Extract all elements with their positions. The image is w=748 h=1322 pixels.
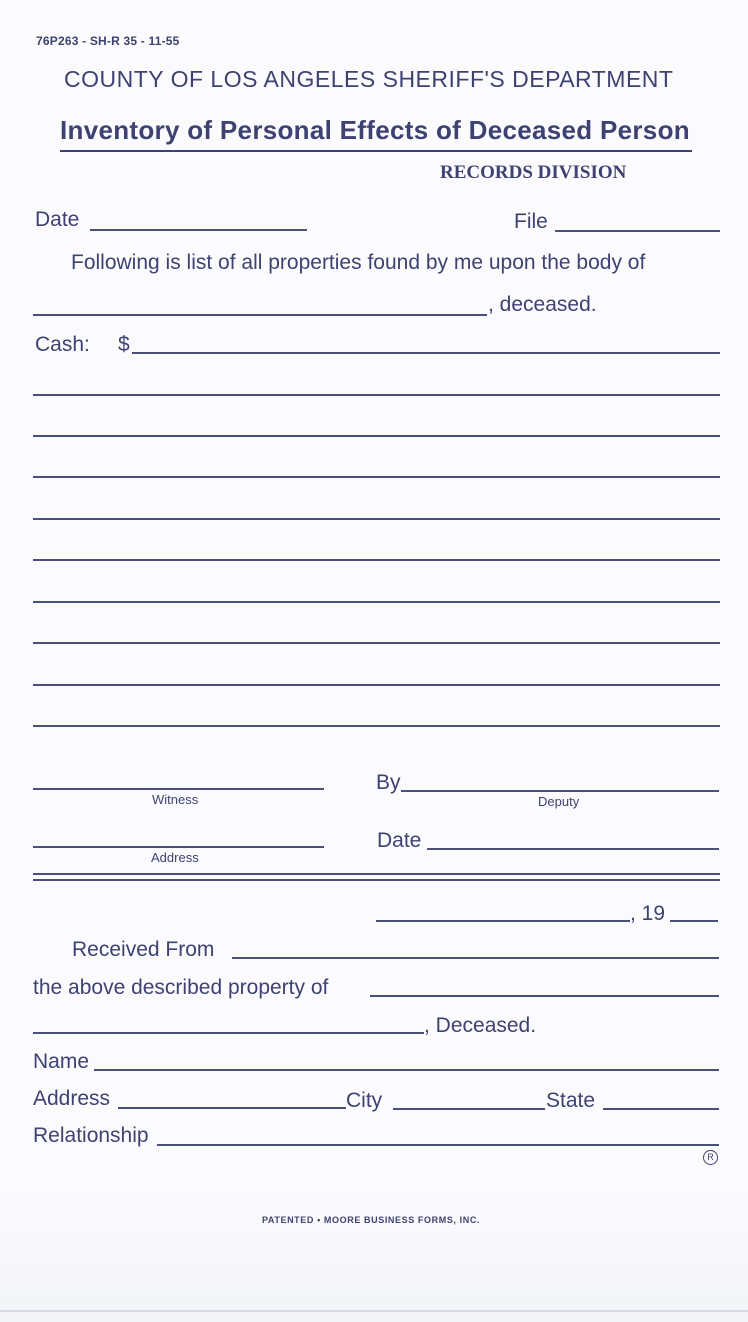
division-name: RECORDS DIVISION (440, 162, 627, 183)
witness-signature-field[interactable] (33, 788, 324, 790)
date-label: Date (35, 208, 80, 231)
year-prefix: , 19 (630, 902, 666, 925)
receipt-date-field[interactable] (376, 920, 630, 922)
inventory-line[interactable] (33, 725, 720, 727)
witness-label: Witness (152, 792, 199, 807)
deceased-name-field[interactable] (33, 314, 487, 316)
received-from-field[interactable] (232, 957, 719, 959)
inventory-line[interactable] (33, 642, 720, 644)
state-field[interactable] (603, 1108, 719, 1110)
city-field[interactable] (393, 1108, 545, 1110)
file-field[interactable] (555, 230, 720, 232)
inventory-line[interactable] (33, 684, 720, 686)
name-field[interactable] (94, 1069, 719, 1071)
cash-dollar-sign: $ (118, 333, 130, 356)
property-of-label: the above described property of (33, 976, 329, 999)
section-divider (33, 879, 720, 881)
property-of-field[interactable] (370, 995, 719, 997)
title-underline (60, 150, 692, 152)
year-field[interactable] (670, 920, 718, 922)
form-title: Inventory of Personal Effects of Deceased Person (60, 115, 690, 145)
cash-field[interactable] (132, 352, 720, 354)
paper-bottom-rule (0, 1310, 748, 1312)
receipt-address-field[interactable] (118, 1107, 346, 1109)
paper-bottom-edge (0, 1190, 748, 1322)
section-divider (33, 873, 720, 875)
deputy-label: Deputy (538, 794, 580, 809)
statement-text: Following is list of all properties found by me upon the body of (71, 251, 646, 274)
receipt-address-label: Address (33, 1087, 111, 1110)
registered-mark-icon: R (703, 1150, 718, 1165)
receipt-deceased-field[interactable] (33, 1032, 424, 1034)
file-label: File (514, 210, 548, 233)
city-label: City (346, 1089, 383, 1112)
patent-footer: PATENTED • MOORE BUSINESS FORMS, INC. (262, 1215, 481, 1225)
deceased-suffix: , deceased. (488, 293, 597, 316)
receipt-deceased-suffix: , Deceased. (424, 1014, 537, 1037)
department-name: COUNTY OF LOS ANGELES SHERIFF'S DEPARTMENT (64, 66, 674, 92)
witness-address-label: Address (151, 850, 199, 865)
state-label: State (546, 1089, 596, 1112)
by-label: By (376, 771, 401, 794)
inventory-line[interactable] (33, 518, 720, 520)
inventory-line[interactable] (33, 476, 720, 478)
relationship-field[interactable] (157, 1144, 719, 1146)
witness-address-field[interactable] (33, 846, 324, 848)
relationship-label: Relationship (33, 1124, 149, 1147)
received-from-label: Received From (72, 938, 215, 961)
cash-label: Cash: (35, 333, 90, 356)
deputy-date-field[interactable] (427, 848, 719, 850)
date-field[interactable] (90, 229, 307, 231)
inventory-line[interactable] (33, 559, 720, 561)
deputy-date-label: Date (377, 829, 422, 852)
form-code: 76P263 - SH-R 35 - 11-55 (36, 34, 180, 48)
inventory-line[interactable] (33, 435, 720, 437)
inventory-line[interactable] (33, 394, 720, 396)
name-label: Name (33, 1050, 90, 1073)
inventory-line[interactable] (33, 601, 720, 603)
deputy-signature-field[interactable] (401, 790, 719, 792)
